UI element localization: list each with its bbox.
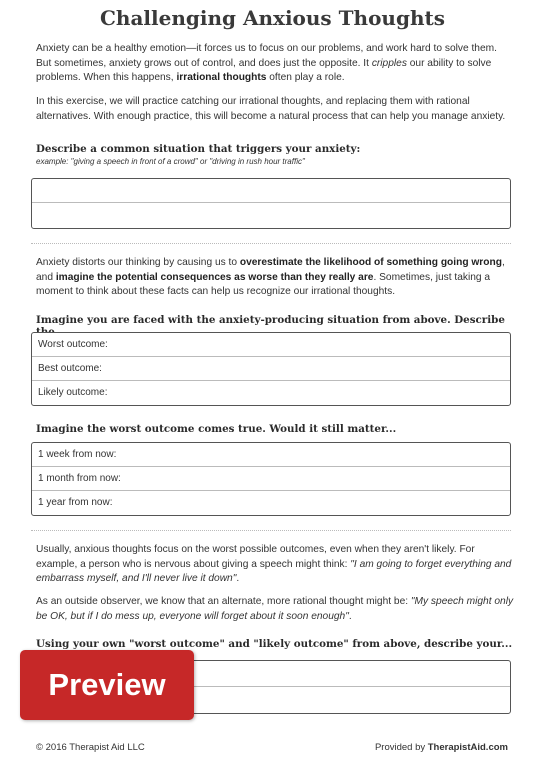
answer-line[interactable] xyxy=(32,179,510,203)
best-outcome-field[interactable]: Best outcome: xyxy=(32,357,510,381)
situation-heading: Describe a common situation that triggers your anxiety: xyxy=(36,143,361,155)
section-divider xyxy=(31,530,511,531)
likely-outcome-field[interactable]: Likely outcome: xyxy=(38,387,108,398)
worst-outcome-field[interactable]: Worst outcome: xyxy=(32,333,510,357)
section-divider xyxy=(31,243,511,244)
footer-copyright: © 2016 Therapist Aid LLC xyxy=(36,742,145,753)
one-month-field[interactable]: 1 month from now: xyxy=(32,467,510,491)
situation-answer-box[interactable] xyxy=(31,178,511,229)
matter-heading: Imagine the worst outcome comes true. Would it still matter... xyxy=(36,423,397,435)
one-week-field[interactable]: 1 week from now: xyxy=(32,443,510,467)
outcomes-box xyxy=(31,332,511,406)
intro-paragraph-1: Anxiety can be a healthy emotion—it forces us to focus on our problems, and work hard to solve them. But sometimes, anxiety grows out of control, and does just the opposite. It cripples our ability to solve problems. When this happens, irrational thoughts often play a role. xyxy=(36,43,497,83)
preview-badge: Preview xyxy=(20,650,194,720)
usually-paragraph: Usually, anxious thoughts focus on the worst possible outcomes, even when they aren't likely. For example, a person who is nervous about giving a speech might think: "I am going to forget everything and embarrass myself, and I'll never live it down". xyxy=(36,544,512,584)
intro-paragraph-2: In this exercise, we will practice catching our irrational thoughts, and replacing them with rational alternatives. With enough practice, this will become a natural process that can help you manage anxiety. xyxy=(36,96,506,122)
outcomes-heading: Imagine you are faced with the anxiety-producing situation from above. Describe xyxy=(36,314,505,326)
page-title: Challenging Anxious Thoughts xyxy=(100,6,445,30)
distort-paragraph: Anxiety distorts our thinking by causing us to overestimate the likelihood of something going wrong, and imagine the potential consequences as worse than they really are. Sometimes, just taking a moment to think about these facts can help us recognize our irrational thoughts. xyxy=(36,257,505,297)
footer-provided: Provided by TherapistAid.com xyxy=(374,742,508,753)
answer-line[interactable] xyxy=(32,203,510,227)
outside-paragraph: As an outside observer, we know that an alternate, more rational thought might be: "My speech might only be OK, but if I do mess up, everyone will forget about it soon enough". xyxy=(36,596,514,622)
matter-box xyxy=(31,442,511,516)
one-year-field[interactable]: 1 year from now: xyxy=(38,497,113,508)
footer-brand-link[interactable]: TherapistAid.com xyxy=(427,742,508,753)
situation-example: example: "giving a speech in front of a crowd" or "driving in rush hour traffic" xyxy=(36,157,305,166)
rational-heading: Using your own "worst outcome" and "likely outcome" from above, describe your... xyxy=(36,638,513,650)
